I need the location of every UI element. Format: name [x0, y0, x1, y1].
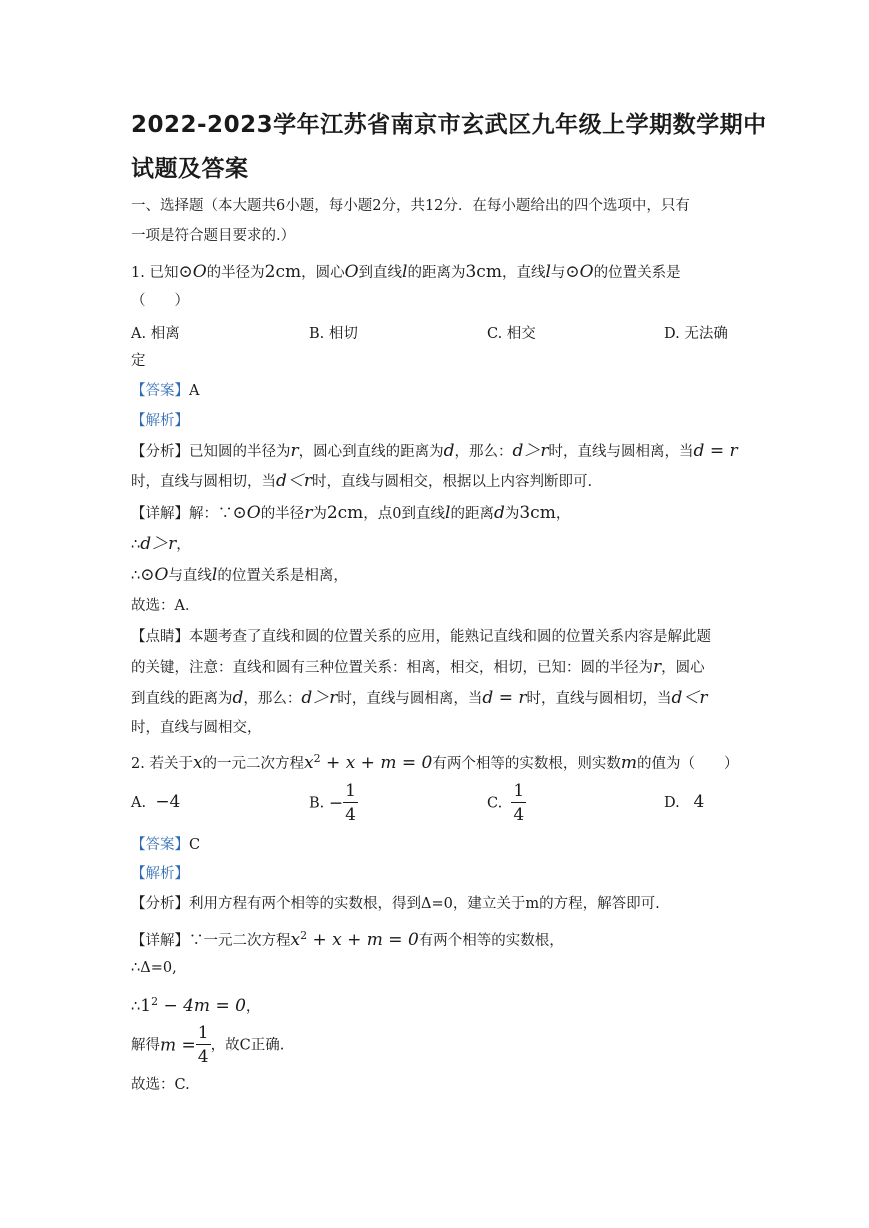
q1-option-d: D. 无法确 — [664, 326, 728, 342]
q1-xiangjie-line4: 故选：A． — [131, 598, 200, 614]
q1-answer: 【答案】A — [131, 383, 200, 399]
section-heading: 一、选择题（本大题共6小题，每小题2分，共12分．在每小题给出的四个选项中，只有 — [131, 198, 690, 214]
q2-fenxi: 【分析】利用方程有两个相等的实数根，得到Δ=0，建立关于m的方程，解答即可. — [131, 896, 660, 912]
q1-xiangjie-line3: ∴⊙O与直线l的位置关系是相离， — [131, 565, 348, 585]
q2-xiangjie-line5: 故选：C. — [131, 1077, 190, 1093]
q1-analysis-tag: 【解析】 — [131, 413, 189, 429]
question-1-stem: 1. 已知⊙O的半径为2cm，圆心O到直线l的距离为3cm，直线l与⊙O的位置关系是 — [131, 262, 681, 282]
q1-option-d-cont: 定 — [131, 353, 146, 369]
q1-xiangjie-line1: 【详解】解：∵⊙O的半径r为2cm，点0到直线l的距离d为3cm， — [131, 503, 571, 523]
q2-xiangjie-line3: $\therefore 1^2 - 4m = 0$， — [131, 995, 261, 1016]
q1-fenxi-line1: 【分析】已知圆的半径为r，圆心到直线的距离为d，那么：d＞r时，直线与圆相离，当d = r — [131, 441, 738, 461]
q2-xiangjie-line4: 解得m = $\frac{1}{4}$ ，故C正确. — [131, 1023, 285, 1067]
q2-solution-fraction: $\frac{1}{4}$ — [197, 1023, 209, 1067]
q1-fenxi-line2: 时，直线与圆相切，当d＜r时，直线与圆相交，根据以上内容判断即可. — [131, 471, 593, 491]
q1-option-a: A. 相离 — [131, 326, 180, 342]
q1-option-c: C. 相交 — [487, 326, 536, 342]
q1-dianjing-line1: 【点睛】本题考查了直线和圆的位置关系的应用，能熟记直线和圆的位置关系内容是解此题 — [131, 629, 711, 645]
q2-analysis-tag: 【解析】 — [131, 866, 189, 882]
document-title-line1: 2022-2023学年江苏省南京市玄武区九年级上学期数学期中 — [131, 112, 767, 138]
q2-option-b-fraction: $\frac{1}{4}$ — [345, 781, 356, 825]
document-title-line2: 试题及答案 — [131, 156, 249, 182]
question-2-stem: 2. 若关于x的一元二次方程$x^2 + x + m = 0$有两个相等的实数根，则实数m的值为（ ） — [131, 752, 739, 773]
q2-option-c-fraction: $\frac{1}{4}$ — [513, 781, 525, 825]
q1-xiangjie-line2: ∴d＞r， — [131, 534, 191, 554]
q1-dianjing-line2: 的关键，注意：直线和圆有三种位置关系：相离，相交，相切，已知：圆的半径为r，圆心 — [131, 657, 705, 677]
q2-option-d: D. 4 — [664, 792, 705, 812]
q2-xiangjie-line2: ∴Δ=0, — [131, 960, 177, 976]
section-heading-cont: 一项是符合题目要求的.） — [131, 228, 296, 244]
q2-option-a: A. −4 — [131, 792, 181, 812]
q2-option-b: B. − $\frac{1}{4}$ — [309, 781, 356, 825]
q1-dianjing-line4: 时，直线与圆相交， — [131, 720, 262, 736]
question-1-paren: （ ） — [131, 293, 189, 309]
q2-answer: 【答案】C — [131, 837, 201, 853]
q1-dianjing-line3: 到直线的距离为d，那么：d＞r时，直线与圆相离，当d = r时，直线与圆相切，当d＜r — [131, 688, 708, 708]
q1-option-b: B. 相切 — [309, 326, 358, 342]
q2-option-c: C. $\frac{1}{4}$ — [487, 781, 525, 825]
q2-xiangjie-line1: 【详解】∵一元二次方程$x^2 + x + m = 0$有两个相等的实数根， — [131, 929, 564, 950]
